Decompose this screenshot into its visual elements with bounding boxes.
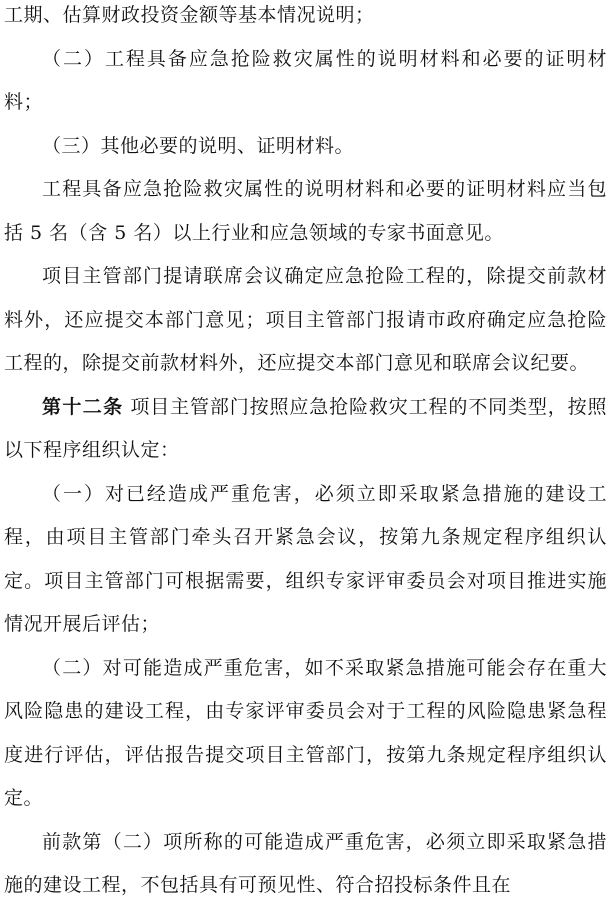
article-12-item-1: （一）对已经造成严重危害，必须立即采取紧急措施的建设工程，由项目主管部门牵头召开紧急会议，按第九条规定程序组织认定。项目主管部门可根据需要，组织专家评审委员会对项目推进实施情况开展后评估；: [4, 482, 607, 635]
paragraph-item-2: （二）工程具备应急抢险救灾属性的说明材料和必要的证明材料；: [4, 47, 607, 113]
article-text: 项目主管部门按照应急抢险救灾工程的不同类型，按照以下程序组织认定：: [4, 395, 607, 461]
article-label: 第十二条: [42, 395, 124, 418]
paragraph-clarification: 前款第（二）项所称的可能造成严重危害，必须立即采取紧急措施的建设工程，不包括具有可预见性、符合招投标条件且在: [4, 830, 607, 896]
paragraph-item-3: （三）其他必要的说明、证明材料。: [42, 134, 355, 157]
article-12: [4, 386, 607, 473]
article-12-item-2: （二）对可能造成严重危害，如不采取紧急措施可能会存在重大风险隐患的建设工程，由专家评审委员会对于工程的风险隐患紧急程度进行评估，评估报告提交项目主管部门，按第九条规定程序组织认定。: [4, 656, 607, 809]
paragraph-basic-info: 工期、估算财政投资金额等基本情况说明；: [4, 4, 375, 26]
paragraph-expert-opinion: 工程具备应急抢险救灾属性的说明材料和必要的证明材料应当包括 5 名（含 5 名）以上行业和应急领域的专家书面意见。: [4, 178, 607, 244]
paragraph-submission: 项目主管部门提请联席会议确定应急抢险工程的，除提交前款材料外，还应提交本部门意见；项目主管部门报请市政府确定应急抢险工程的，除提交前款材料外，还应提交本部门意见和联席会议纪要。: [4, 265, 607, 374]
